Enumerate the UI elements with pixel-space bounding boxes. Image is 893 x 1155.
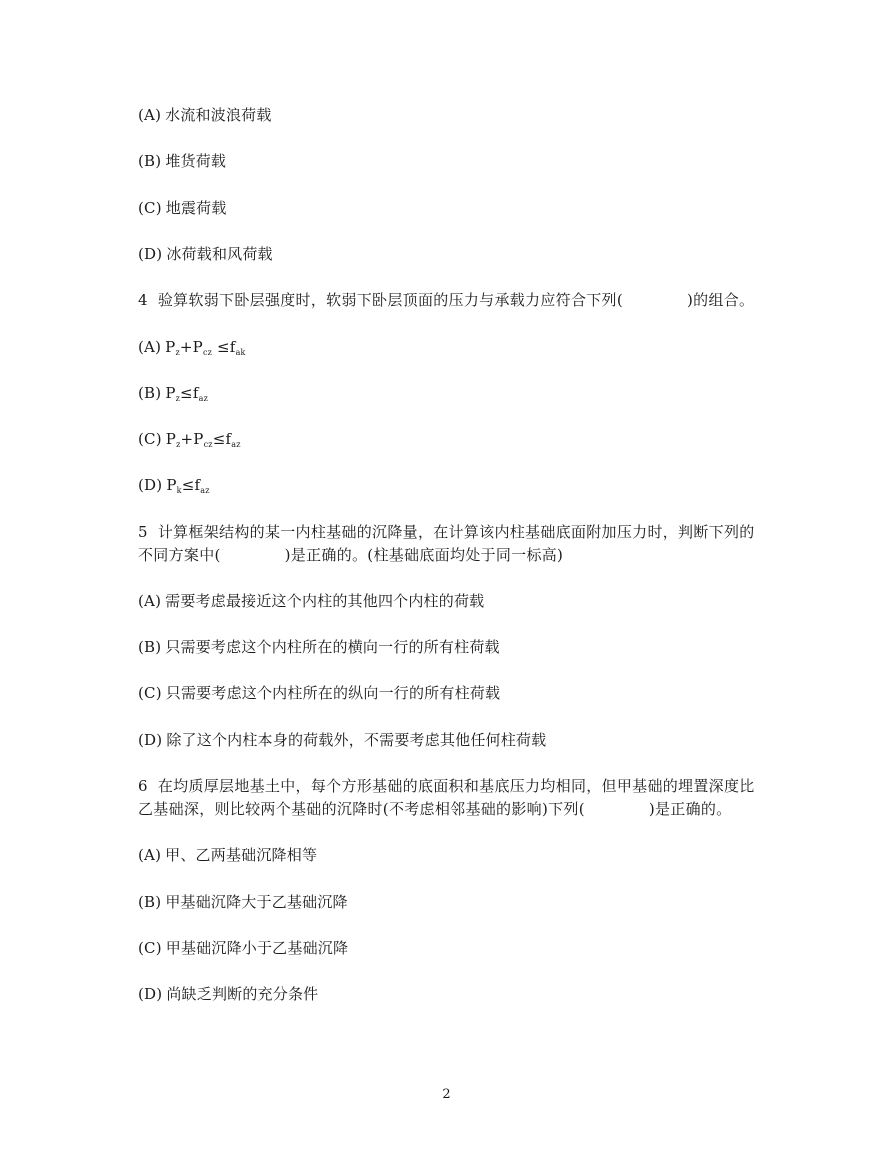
q4-option-a: (A) $P_z+P_{cz} \le f_{ak}$ bbox=[138, 338, 246, 357]
q5-stem-line1: 5 计算框架结构的某一内柱基础的沉降量，在计算该内柱基础底面附加压力时，判断下列的 bbox=[138, 523, 755, 541]
q6-option-c: (C) 甲基础沉降小于乙基础沉降 bbox=[138, 939, 349, 957]
page-number: 2 bbox=[442, 1087, 451, 1102]
q5-option-a: (A) 需要考虑最接近这个内柱的其他四个内柱的荷载 bbox=[138, 592, 485, 610]
q6-stem-line2: 乙基础深，则比较两个基础的沉降时(不考虑相邻基础的影响)下列( )是正确的。 bbox=[138, 800, 732, 818]
q5-option-b: (B) 只需要考虑这个内柱所在的横向一行的所有柱荷载 bbox=[138, 638, 500, 656]
q3-option-b: (B) 堆货荷载 bbox=[138, 152, 227, 170]
q6-option-b: (B) 甲基础沉降大于乙基础沉降 bbox=[138, 893, 348, 911]
q4-option-d: (D) $P_k\le f_{az}$ bbox=[138, 476, 210, 495]
q6-stem-line1: 6 在均质厚层地基土中，每个方形基础的底面积和基底压力均相同，但甲基础的埋置深度比 bbox=[138, 777, 755, 795]
q5-option-c: (C) 只需要考虑这个内柱所在的纵向一行的所有柱荷载 bbox=[138, 684, 501, 702]
q5-option-d: (D) 除了这个内柱本身的荷载外，不需要考虑其他任何柱荷载 bbox=[138, 731, 547, 749]
q4-stem: 4 验算软弱下卧层强度时，软弱下卧层顶面的压力与承载力应符合下列( )的组合。 bbox=[138, 291, 755, 309]
q3-option-a: (A) 水流和波浪荷载 bbox=[138, 106, 272, 124]
q6-option-d: (D) 尚缺乏判断的充分条件 bbox=[138, 985, 319, 1003]
q3-option-c: (C) 地震荷载 bbox=[138, 199, 227, 217]
q3-option-d: (D) 冰荷载和风荷载 bbox=[138, 245, 273, 263]
q4-option-c: (C) $P_z+P_{cz}\le f_{az}$ bbox=[138, 430, 241, 449]
q6-option-a: (A) 甲、乙两基础沉降相等 bbox=[138, 846, 318, 864]
q4-option-b: (B) $P_z\le f_{az}$ bbox=[138, 384, 208, 403]
q5-stem-line2: 不同方案中( )是正确的。(柱基础底面均处于同一标高) bbox=[138, 546, 564, 564]
